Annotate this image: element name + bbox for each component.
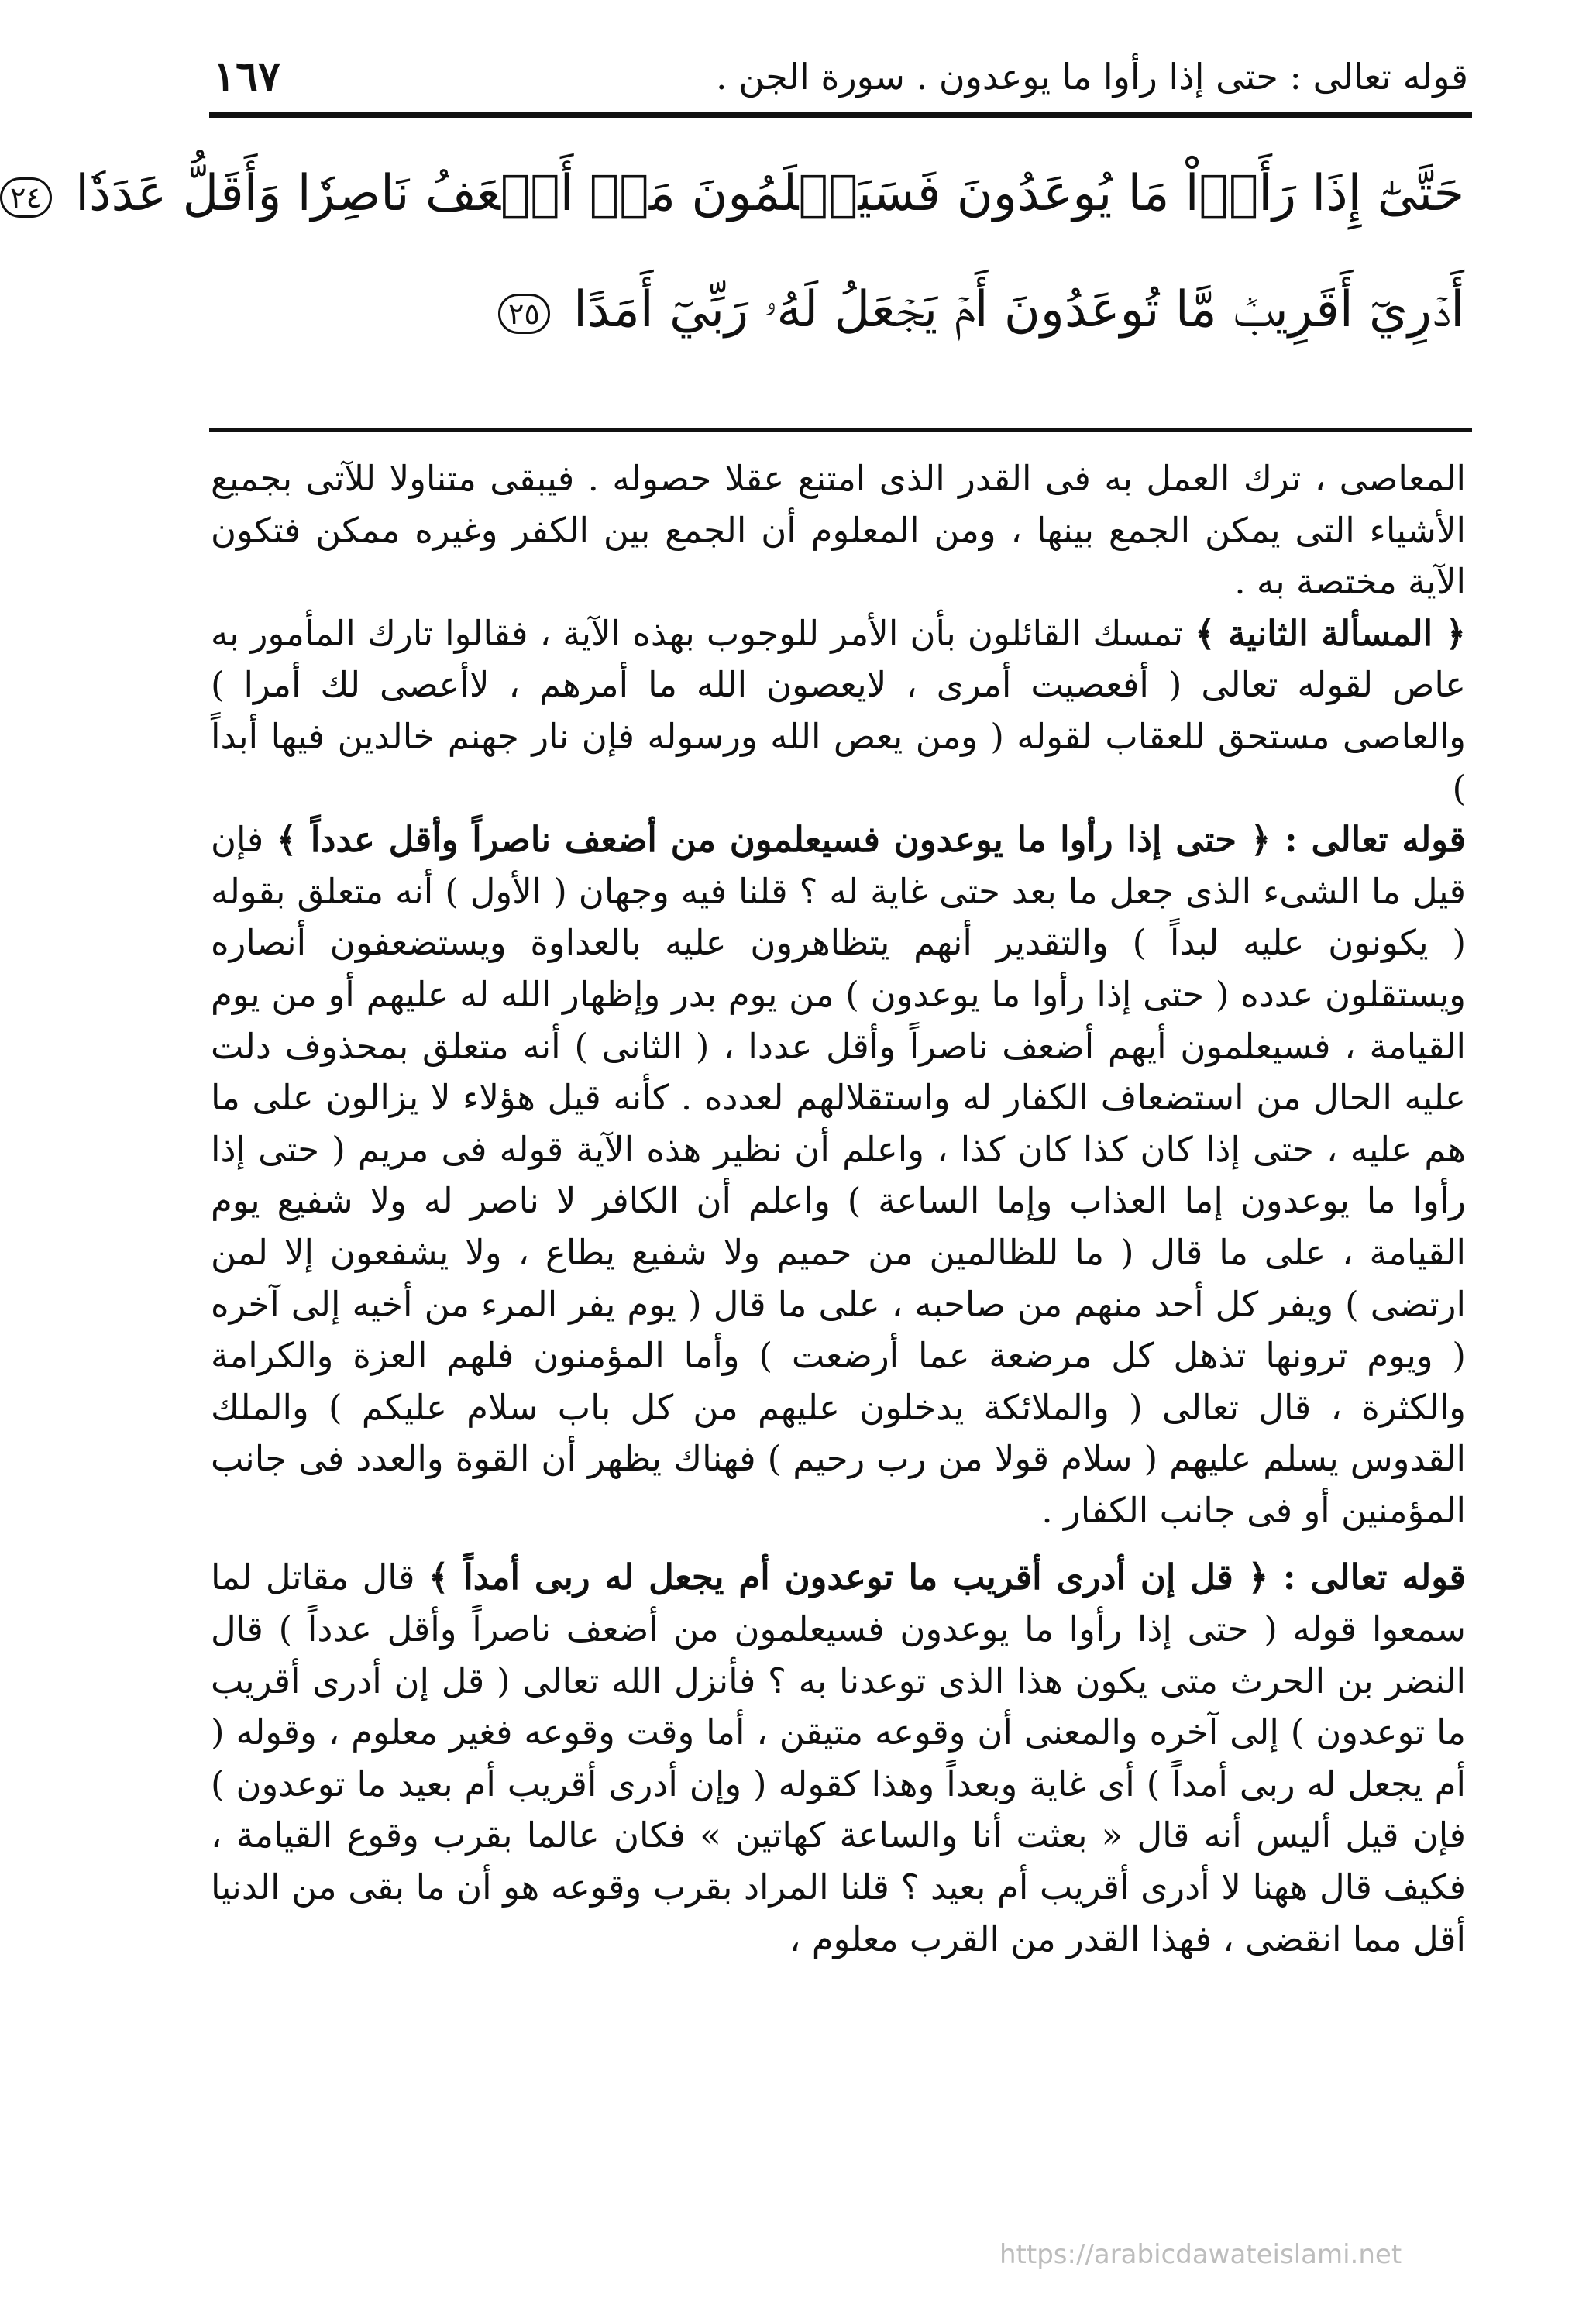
section-heading: ﴿ المسألة الثانية ﴾ (1195, 612, 1466, 654)
verse-number-marker: ٢٤ (0, 177, 52, 218)
page-number: ١٦٧ (213, 51, 281, 101)
running-title: قوله تعالى : حتى إذا رأوا ما يوعدون . سورة الجن . (715, 56, 1468, 98)
verse-number-marker: ٢٥ (498, 294, 550, 334)
verse-line-1 (10, 136, 1464, 252)
quran-verse-block (10, 136, 1464, 415)
paragraph-4-text: قال مقاتل لما سمعوا قوله ( حتى إذا رأوا ما يوعدون فسيعلمون من أضعف ناصراً وأقل عدداً ) قال النضر بن الحرث متى يكون هذا الذى توعدنا به ؟ فأنزل الله تعالى ( قل إن أدرى أقريب ما توعدون ) إلى آخره والمعنى أن وقوعه متيقن ، أما وقت وقوعه فغير معلوم ، وقوله ( أم يجعل له ربى أمداً ) أى غاية وبعداً وهذا كقوله ( وإن أدرى أقريب أم بعيد ما توعدون ) فإن قيل أليس أنه قال « بعثت أنا والساعة كهاتين » فكان عالما بقرب وقوع القيامة ، فكيف قال ههنا لا أدرى أقريب أم بعيد ؟ قلنا المراد بقرب وقوعه هو أن ما بقى من الدنيا أقل مما انقضى ، فهذا القدر من القرب معلوم ، (211, 1557, 1466, 1959)
header-rule (209, 112, 1472, 118)
verse-line-2-text: أَدۡرِيٓ أَقَرِيبٞ مَّا تُوعَدُونَ أَمۡ يَجۡعَلُ لَهُۥ رَبِّيٓ أَمَدًا (573, 281, 1464, 339)
verse-quote-heading: قوله تعالى : ﴿ قل إن أدرى أقريب ما توعدون أم يجعل له ربى أمداً ﴾ (428, 1557, 1466, 1598)
verse-separator-rule (209, 428, 1472, 432)
verse-line-2 (213, 252, 1464, 368)
verse-quote-heading: قوله تعالى : ﴿ حتى إذا رأوا ما يوعدون فسيعلمون من أضعف ناصراً وأقل عدداً ﴾ (276, 819, 1466, 861)
commentary-text (211, 453, 1466, 2158)
paragraph-4 (211, 1552, 1466, 1965)
verse-line-1-text: حَتَّىٰٓ إِذَا رَأَوۡاْ مَا يُوعَدُونَ فَسَيَعۡلَمُونَ مَنۡ أَضۡعَفُ نَاصِرٗا وَأَقَلُّ عَدَدٗا (75, 165, 1464, 222)
paragraph-2 (211, 608, 1466, 814)
page-header (213, 48, 1468, 108)
paragraph-3 (211, 814, 1466, 1536)
paragraph-1: المعاصى ، ترك العمل به فى القدر الذى امتنع عقلا حصوله . فيبقى متناولا للآتى بجميع الأشياء التى يمكن الجمع بينها ، ومن المعلوم أن الجمع بين الكفر وغيره ممكن فتكون الآية مختصة به . (211, 458, 1466, 603)
paragraph-3-text: فإن قيل ما الشىء الذى جعل ما بعد حتى غاية له ؟ قلنا فيه وجهان ( الأول ) أنه متعلق بقوله ( يكونون عليه لبداً ) والتقدير أنهم يتظاهرون عليه بالعداوة ويستضعفون أنصاره ويستقلون عدده ( حتى إذا رأوا ما يوعدون ) من يوم بدر وإظهار الله له عليهم أو من يوم القيامة ، فسيعلمون أيهم أضعف ناصراً وأقل عددا ، ( الثانى ) أنه متعلق بمحذوف دلت عليه الحال من استضعاف الكفار له واستقلالهم لعدده . كأنه قيل هؤلاء لا يزالون على ما هم عليه ، حتى إذا كان كذا كان كذا ، واعلم أن نظير هذه الآية قوله فى مريم ( حتى إذا رأوا ما يوعدون إما العذاب وإما الساعة ) واعلم أن الكافر لا ناصر له ولا شفيع يوم القيامة ، على ما قال ( ما للظالمين من حميم ولا شفيع يطاع ، ولا يشفعون إلا لمن ارتضى ) ويفر كل أحد منهم من صاحبه ، على ما قال ( يوم يفر المرء من أخيه إلى آخره ( ويوم ترونها تذهل كل مرضعة عما أرضعت ) وأما المؤمنون فلهم العزة والكرامة والكثرة ، قال تعالى ( والملائكة يدخلون عليهم من كل باب سلام عليكم ) والملك القدوس يسلم عليهم ( سلام قولا من رب رحيم ) فهناك يظهر أن القوة والعدد فى جانب المؤمنين أو فى جانب الكفار . (211, 819, 1466, 1531)
watermark-url: https://arabicdawateislami.net (999, 2239, 1402, 2270)
paragraph-2-text: تمسك القائلون بأن الأمر للوجوب بهذه الآية ، فقالوا تارك المأمور به عاص لقوله تعالى ( أفعصيت أمرى ، لايعصون الله ما أمرهم ، لاأعصى لك أمرا ) والعاصى مستحق للعقاب لقوله ( ومن يعص الله ورسوله فإن نار جهنم خالدين فيها أبداً ) (211, 612, 1466, 809)
